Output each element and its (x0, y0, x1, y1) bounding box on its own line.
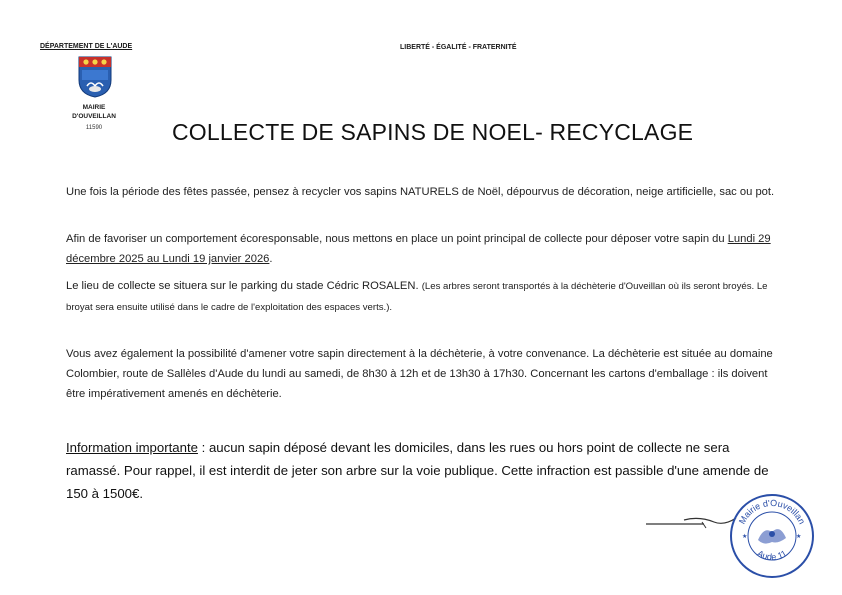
svg-text:★: ★ (742, 534, 748, 540)
national-motto: LIBERTÉ - ÉGALITÉ - FRATERNITÉ (400, 44, 517, 51)
paragraph-intro: Une fois la période des fêtes passée, pensez à recycler vos sapins NATURELS de Noël, dépourvus de décoration, neige artificielle, sac ou pot. (66, 186, 775, 198)
mairie-stamp (728, 492, 816, 580)
location-text: Le lieu de collecte se situera sur le parking du stade Cédric ROSALEN. (66, 280, 422, 292)
mairie-label (62, 103, 126, 121)
paragraph-collection-text: Afin de favoriser un comportement écoresponsable, nous mettons en place un point principal de collecte pour déposer votre sapin du (66, 233, 728, 245)
page-title: COLLECTE DE SAPINS DE NOEL- RECYCLAGE (172, 119, 694, 145)
paragraph-collection-end: . (269, 253, 273, 265)
stamp-top-text: Mairie d'Ouveillan (736, 497, 808, 526)
location-note: (Les arbres seront transportés à la déchèterie d'Ouveillan où ils seront broyés. Le broyat sera ensuite utilisé dans le cadre de l'exploitation des espaces verts.). (66, 281, 768, 313)
postcode: 11590 (85, 125, 103, 131)
mairie-line-2: D'OUVEILLAN (72, 113, 116, 120)
paragraph-collection-dates (66, 229, 776, 269)
mairie-line-1: MAIRIE (82, 104, 106, 111)
svg-text:Aude 11 (755, 548, 788, 562)
department-label: DÉPARTEMENT DE L'AUDE (40, 43, 133, 50)
coat-of-arms-icon (78, 56, 112, 98)
stamp-bottom-text: Aude 11 (755, 548, 789, 563)
collection-dates: Lundi 29 décembre 2025 au Lundi 19 janvier 2026 (66, 233, 771, 265)
important-notice-heading: Information importante (66, 440, 198, 455)
paragraph-dechetterie: Vous avez également la possibilité d'amener votre sapin directement à la déchèterie, à votre convenance. La déchèterie est située au domaine Colombier, route de Sallèles d'Aude du lundi au samedi, de 8h30 à 12h et de 13h30 à 17h30. Concernant les cartons d'emballage : ils doivent être impérativement amenés en déchèterie. (66, 348, 773, 400)
important-notice-text: : aucun sapin déposé devant les domiciles, dans les rues ou hors point de collecte ne sera ramassé. Pour rappel, il est interdit de jeter son arbre sur la voie publique. Cette infraction est passible d'une amende de 150 à 1500€. (66, 440, 769, 501)
svg-text:★: ★ (796, 534, 802, 540)
paragraph-location (66, 276, 776, 318)
important-notice (66, 436, 786, 505)
